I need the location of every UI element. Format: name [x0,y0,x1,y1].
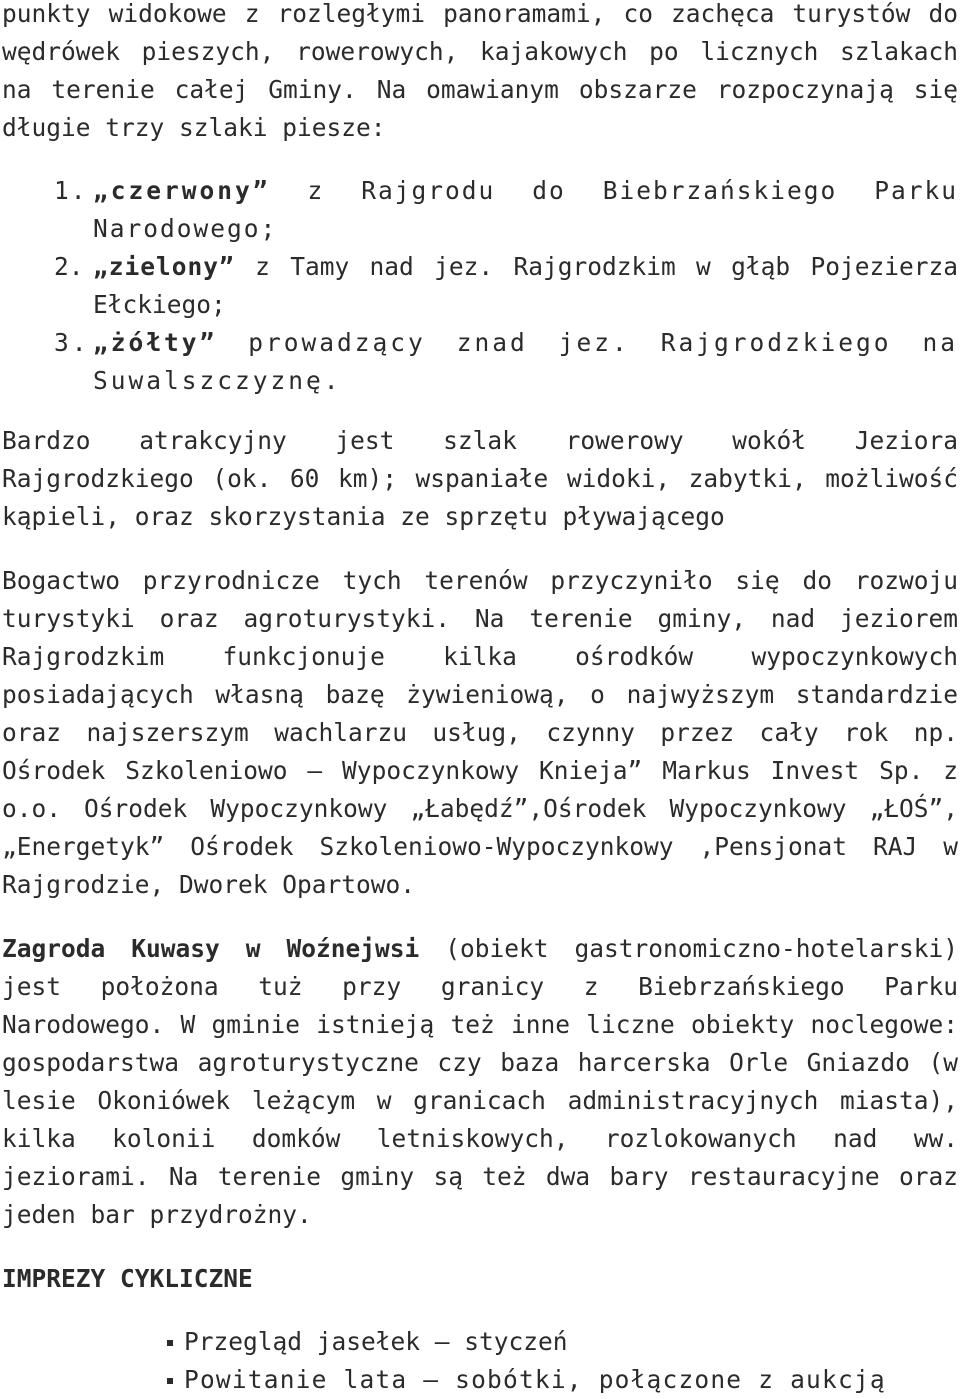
bike-trail-paragraph: Bardzo atrakcyjny jest szlak rowerowy wokół Jeziora Rajgrodzkiego (ok. 60 km); wspaniałe widoki, zabytki, możliwość kąpieli, oraz skorzystania ze sprzętu pływającego [2,426,958,531]
kuwasy-text: (obiekt gastronomiczno-hotelarski) jest położona tuż przy granicy z Biebrzańskiego Parku Narodowego. W gminie istnieją też inne liczne obiekty noclegowe: gospodarstwa agroturystyczne czy baza harcerska Orle Gniazdo (w lesie Okoniówek leżącym w granicach administracyjnych miasta), kilka kolonii domków letniskowych, rozlokowanych nad ww. jeziorami. Na terenie gminy są też dwa bary restauracyjne oraz jeden bar przydrożny. [2,934,958,1229]
trail-description: prowadzący znad jez. Rajgrodzkiego na Suwalszczyznę. [93,328,958,395]
events-heading: IMPREZY CYKLICZNE [2,1264,253,1293]
trail-name: „zielony” [93,252,235,281]
trail-description: z Tamy nad jez. Rajgrodzkim w głąb Pojezierza Ełckiego; [93,252,958,319]
list-item [162,1323,958,1361]
trail-name: „żółty” [93,328,218,357]
intro-paragraph: punkty widokowe z rozległymi panoramami, co zachęca turystów do wędrówek pieszych, rowerowych, kajakowych po licznych szlakach na terenie całej Gminy. Na omawianym obszarze rozpoczynają się długie trzy szlaki piesze: [2,0,958,142]
event-text: Powitanie lata – sobótki, połączone z aukcją [184,1365,886,1394]
trail-name: „czerwony” [93,176,271,205]
kuwasy-paragraph [2,930,958,1234]
trail-item [2,248,958,324]
trail-number: 2. [54,252,84,281]
trail-item [2,324,958,400]
trail-description: z Rajgrodu do Biebrzańskiego Parku Narodowego; [93,176,958,243]
kuwasy-name: Zagroda Kuwasy w Woźnejwsi [2,934,420,963]
bullet-icon [167,1340,173,1346]
events-list [162,1323,958,1399]
list-item [162,1361,958,1399]
event-text: Przegląd jasełek – styczeń [184,1327,568,1356]
nature-paragraph: Bogactwo przyrodnicze tych terenów przyczyniło się do rozwoju turystyki oraz agroturystyki. Na terenie gminy, nad jeziorem Rajgrodzkim funkcjonuje kilka ośrodków wypoczynkowych posiadających własną bazę żywieniową, o najwyższym standardzie oraz najszerszym wachlarzu usług, czynny przez cały rok np. Ośrodek Szkoleniowo – Wypoczynkowy Knieja” Markus Invest Sp. z o.o. Ośrodek Wypoczynkowy „Łabędź”,Ośrodek Wypoczynkowy „ŁOŚ”,„Energetyk” Ośrodek Szkoleniowo-Wypoczynkowy ,Pensjonat RAJ w Rajgrodzie, Dworek Opartowo. [2,566,958,899]
trail-number: 1. [54,176,88,205]
trail-list [2,172,958,400]
trail-item [2,172,958,248]
trail-number: 3. [54,328,90,357]
bullet-icon [167,1378,173,1384]
